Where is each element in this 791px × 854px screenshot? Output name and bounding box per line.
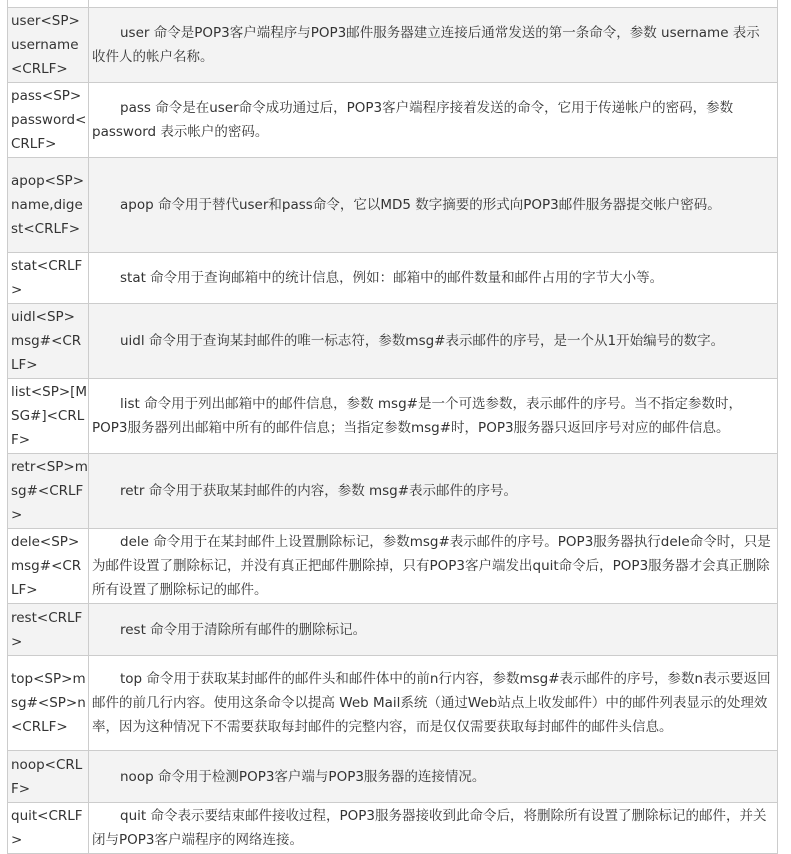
command-cell: list<SP>[MSG#]<CRLF> [8,379,89,454]
description-cell [89,751,778,803]
description-cell [89,8,778,83]
description-text: apop 命令用于替代user和pass命令，它以MD5 数字摘要的形式向POP3邮件服务器提交帐户密码。 [120,197,721,213]
table-row-stat [8,253,778,304]
description-text: dele 命令用于在某封邮件上设置删除标记，参数msg#表示邮件的序号。POP3服务器执行dele命令时，只是为邮件设置了删除标记，并没有真正把邮件删除掉，只有POP3客户端发出quit命令后，POP3服务器才会真正删除所有设置了删除标记的邮件。 [92,534,771,598]
description-text: retr 命令用于获取某封邮件的内容，参数 msg#表示邮件的序号。 [120,483,518,499]
table-row-list [8,379,778,454]
description-text: list 命令用于列出邮箱中的邮件信息，参数 msg#是一个可选参数，表示邮件的序号。当不指定参数时，POP3服务器列出邮箱中所有的邮件信息；当指定参数msg#时，POP3服务器只返回序号对应的邮件信息。 [92,396,742,436]
table-row-quit [8,803,778,854]
description-text: rest 命令用于清除所有邮件的删除标记。 [120,621,367,638]
command-cell: retr<SP>msg#<CRLF> [8,454,89,529]
description-cell [89,0,778,8]
command-cell: quit<CRLF> [8,803,89,854]
description-text: stat 命令用于查询邮箱中的统计信息，例如：邮箱中的邮件数量和邮件占用的字节大小等。 [120,270,664,286]
table-row-retr [8,454,778,529]
table-row-apop [8,158,778,253]
command-cell [8,0,89,8]
description-cell [89,656,778,751]
command-cell: user<SP>username<CRLF> [8,8,89,83]
command-cell: stat<CRLF> [8,253,89,304]
table-row-uidl [8,304,778,379]
description-cell [89,604,778,656]
description-cell [89,529,778,604]
table-row-top [8,656,778,751]
table-row-dele [8,529,778,604]
table-row-noop [8,751,778,803]
table-row-pass [8,83,778,158]
description-text: pass 命令是在user命令成功通过后，POP3客户端程序接着发送的命令，它用于传递帐户的密码，参数 password 表示帐户的密码。 [92,100,734,140]
command-cell: pass<SP>password<CRLF> [8,83,89,158]
command-cell: top<SP>msg#<SP>n<CRLF> [8,656,89,751]
table-row-partial [8,0,778,8]
pop3-command-table-container [7,0,778,854]
description-cell [89,304,778,379]
description-text: uidl 命令用于查询某封邮件的唯一标志符，参数msg#表示邮件的序号，是一个从1开始编号的数字。 [120,333,725,349]
description-cell [89,83,778,158]
command-cell: dele<SP>msg#<CRLF> [8,529,89,604]
command-cell: noop<CRLF> [8,751,89,803]
description-cell [89,379,778,454]
description-cell [89,454,778,529]
table-row-rest [8,604,778,656]
table-row-user [8,8,778,83]
description-cell [89,253,778,304]
command-cell: rest<CRLF> [8,604,89,656]
command-cell: uidl<SP>msg#<CRLF> [8,304,89,379]
description-text: top 命令用于获取某封邮件的邮件头和邮件体中的前n行内容，参数msg#表示邮件的序号，参数n表示要返回邮件的前几行内容。使用这条命令以提高 Web Mail系统（通过Web站点上收发邮件）中的邮件列表显示的处理效率，因为这种情况下不需要获取每封邮件的完整内容，而是仅仅需要获取每封邮件的邮件头信息。 [92,671,771,735]
description-cell [89,158,778,253]
description-text: user 命令是POP3客户端程序与POP3邮件服务器建立连接后通常发送的第一条命令，参数 username 表示收件人的帐户名称。 [92,25,760,65]
description-cell [89,803,778,854]
description-text: noop 命令用于检测POP3客户端与POP3服务器的连接情况。 [120,768,486,785]
command-cell: apop<SP>name,digest<CRLF> [8,158,89,253]
pop3-command-table [7,0,778,854]
description-text: quit 命令表示要结束邮件接收过程，POP3服务器接收到此命令后，将删除所有设置了删除标记的邮件，并关闭与POP3客户端程序的网络连接。 [92,808,767,848]
